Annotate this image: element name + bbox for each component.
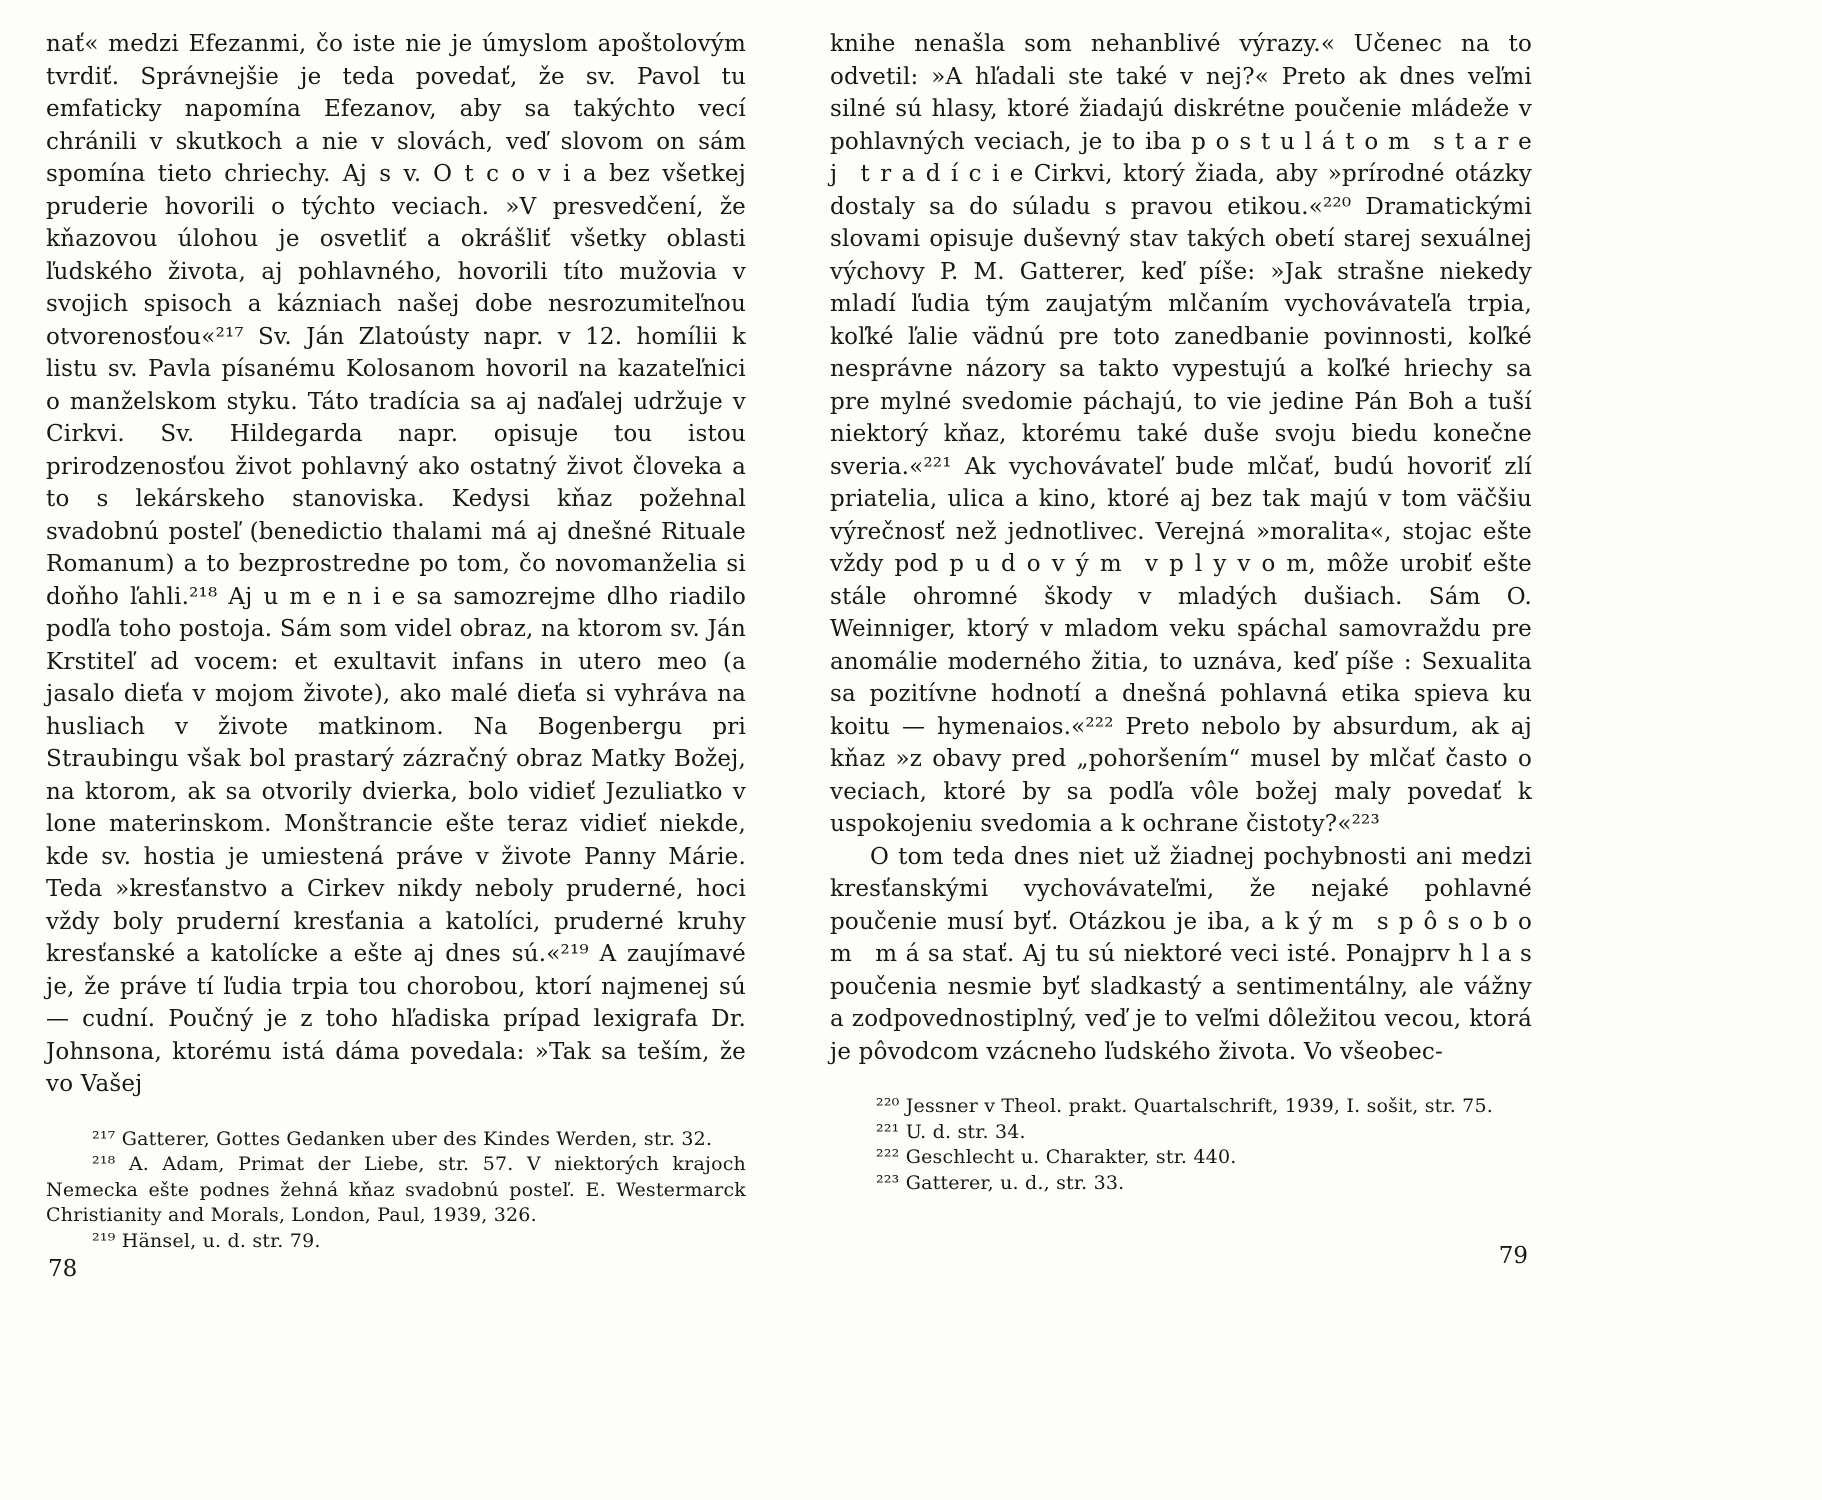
footnote-223: ²²³ Gatterer, u. d., str. 33. xyxy=(876,1171,1125,1194)
body-paragraph: O tom teda dnes niet už žiadnej pochybnosti ani medzi kresťanskými vychovávateľmi, že nejaké pohlavné poučenie musí byť. Otázkou je iba, a k ý m s p ô s o b o m m á sa stať. Aj tu sú niektoré veci isté. Ponajprv h l a s poučenia nesmie byť sladkastý a sentimentálny, ale vážny a zodpovednostiplný, veď je to veľmi dôležitou vecou, ktorá je pôvodcom vzácneho ľudského života. Vo všeobec- xyxy=(830,843,1532,1065)
footnote-222: ²²² Geschlecht u. Charakter, str. 440. xyxy=(876,1146,1237,1168)
body-paragraph: knihe nenašla som nehanblivé výrazy.« Učenec na to odvetil: »A hľadali ste také v nej?« Preto ak dnes veľmi silné sú hlasy, ktoré žiadajú diskrétne poučenie mládeže v pohlavných veciach, je to iba p o s t u l á t o m s t a r e j t r a d í c i e Cirkvi, ktorý žiada, aby »prírodné otázky dostaly sa do súladu s pravou etikou.«²²⁰ Dramatickými slovami opisuje duševný stav takých obetí starej sexuálnej výchovy P. M. Gatterer, keď píše: »Jak strašne niekedy mladí ľudia tým zaujatým mlčaním vychovávateľa trpia, koľké ľalie vädnú pre toto zanedbanie povinnosti, koľké nesprávne názory sa takto vypestujú a koľké hriechy sa pre mylné svedomie páchajú, to vie jedine Pán Boh a tuší niektorý kňaz, ktorému také duše svoju biedu konečne sveria.«²²¹ Ak vychovávateľ bude mlčať, budú hovoriť zlí priatelia, ulica a kino, ktoré aj bez tak majú v tom väčšiu výrečnosť než jednotlivec. Verejná »moralita«, stojac ešte vždy pod p u d o v ý m v p l y v o m, môže urobiť ešte stále ohromné škody v mladých dušiach. Sám O. Weinniger, ktorý v mladom veku spáchal samovraždu pre anomálie moderného žitia, to uznáva, keď píše : Sexualita sa pozitívne hodnotí a dnešná pohlavná etika spieva ku koitu — hymenaios.«²²² Preto nebolo by absurdum, ak aj kňaz »z obavy pred „pohoršením“ musel by mlčať často o veciach, ktoré by sa podľa vôle božej maly povedať k uspokojeniu svedomia a k ochrane čistoty?«²²³ xyxy=(830,31,1532,837)
page-78 xyxy=(46,28,746,1468)
footnote-219: ²¹⁹ Hänsel, u. d. str. 79. xyxy=(92,1229,321,1252)
page-78-body xyxy=(46,28,746,1101)
page-79-body xyxy=(830,28,1532,1068)
page-79-footnotes xyxy=(830,1094,1532,1196)
page-78-footnotes xyxy=(46,1127,746,1255)
page-number: 79 xyxy=(1498,1243,1528,1269)
page-79 xyxy=(830,28,1532,1468)
body-paragraph: nať« medzi Efezanmi, čo iste nie je úmyslom apoštolovým tvrdiť. Správnejšie je teda povedať, že sv. Pavol tu emfaticky napomína Efezanov, aby sa takýchto vecí chránili v skutkoch a nie v slovách, veď slovom on sám spomína tieto chriechy. Aj s v. O t c o v i a bez všetkej pruderie hovorili o týchto veciach. »V presvedčení, že kňazovou úlohou je osvetliť a okrášliť všetky oblasti ľudského života, aj pohlavného, hovorili títo mužovia v svojich spisoch a kázniach našej dobe nesrozumiteľnou otvorenosťou«²¹⁷ Sv. Ján Zlatoústy napr. v 12. homílii k listu sv. Pavla písanému Kolosanom hovoril na kazateľnici o manželskom styku. Táto tradícia sa aj naďalej udržuje v Cirkvi. Sv. Hildegarda napr. opisuje tou istou prirodzenosťou život pohlavný ako ostatný život človeka a to s lekárskeho stanoviska. Kedysi kňaz požehnal svadobnú posteľ (benedictio thalami má aj dnešné Rituale Romanum) a to bezprostredne po tom, čo novomanželia si doňho ľahli.²¹⁸ Aj u m e n i e sa samozrejme dlho riadilo podľa toho postoja. Sám som videl obraz, na ktorom sv. Ján Krstiteľ ad vocem: et exultavit infans in utero meo (a jasalo dieťa v mojom živote), ako malé dieťa si vyhráva na husliach v živote matkinom. Na Bogenbergu pri Straubingu však bol prastarý zázračný obraz Matky Božej, na ktorom, ak sa otvorily dvierka, bolo vidieť Jezuliatko v lone materinskom. Monštrancie ešte teraz vidieť niekde, kde sv. hostia je umiestená práve v živote Panny Márie. Teda »kresťanstvo a Cirkev nikdy neboly pruderné, hoci vždy boly pruderní kresťania a katolíci, pruderné kruhy kresťanské a katolícke a ešte aj dnes sú.«²¹⁹ A zaujímavé je, že práve tí ľudia trpia tou chorobou, ktorí najmenej sú — cudní. Poučný je z toho hľadiska prípad lexigrafa Dr. Johnsona, ktorému istá dáma povedala: »Tak sa teším, že vo Vašej xyxy=(46,31,746,1097)
footnote-218: ²¹⁸ A. Adam, Primat der Liebe, str. 57. V niektorých krajoch Nemecka ešte podnes žehná kňaz svadobnú posteľ. E. Westermarck Christianity and Morals, London, Paul, 1939, 326. xyxy=(46,1153,746,1226)
footnote-220: ²²⁰ Jessner v Theol. prakt. Quartalschrift, 1939, I. sošit, str. 75. xyxy=(876,1095,1493,1117)
footnote-221: ²²¹ U. d. str. 34. xyxy=(876,1120,1026,1143)
footnote-217: ²¹⁷ Gatterer, Gottes Gedanken uber des Kindes Werden, str. 32. xyxy=(92,1127,713,1150)
page-number: 78 xyxy=(48,1256,78,1282)
